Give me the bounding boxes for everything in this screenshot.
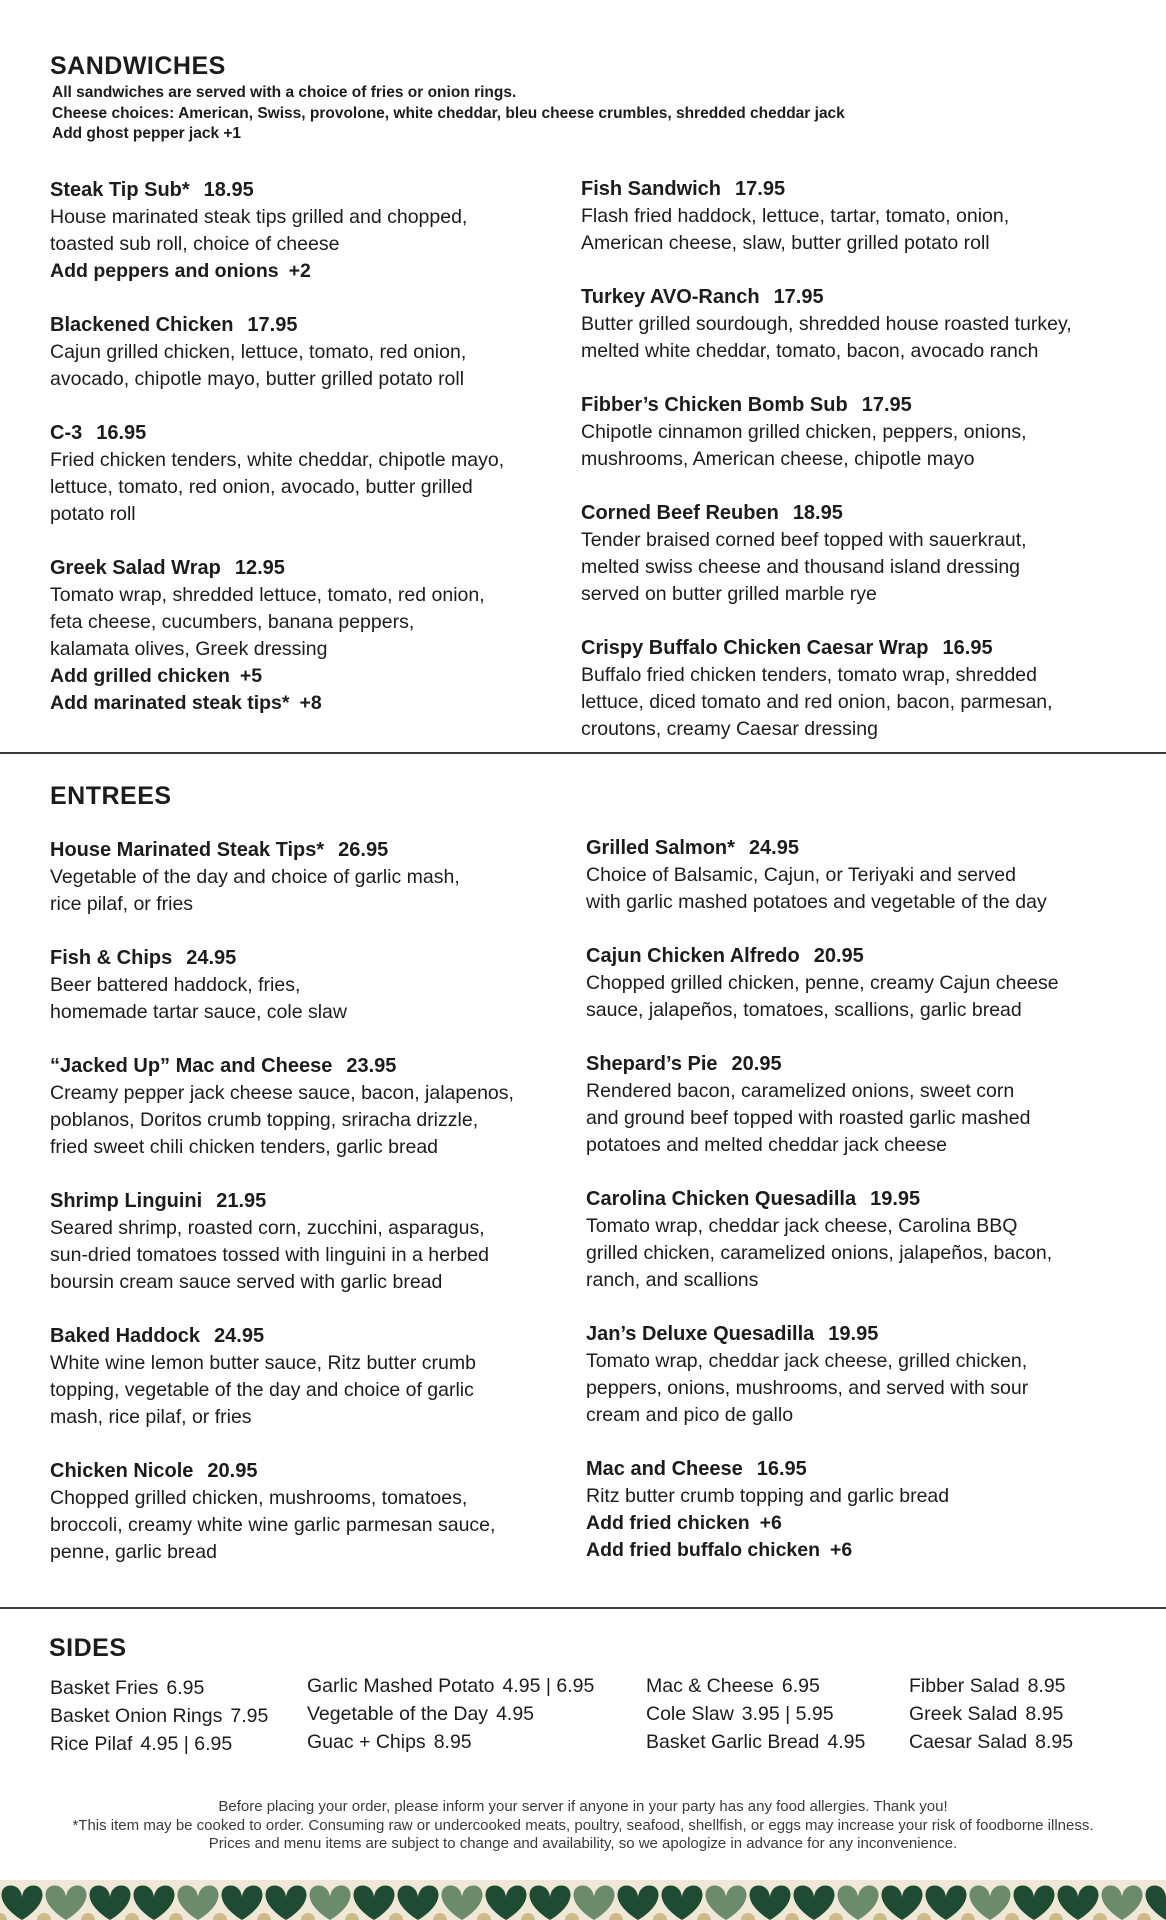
menu-item-header [586,1051,1146,1078]
menu-item-name: Fish Sandwich [581,178,722,200]
menu-item-name: Jan’s Deluxe Quesadilla [586,1323,815,1345]
menu-item-header [50,837,580,864]
section-divider [0,752,1166,754]
side-item-price: 8.95 [1035,1731,1074,1753]
menu-item [581,392,1141,473]
menu-item-price: 12.95 [234,557,285,579]
menu-item [586,1456,1146,1564]
side-item-price: 8.95 [1027,1675,1066,1697]
sides-column [646,1672,865,1756]
description-line: Vegetable of the day and choice of garlic mash, [50,866,460,888]
menu-item-description [50,204,570,258]
side-item-name: Basket Garlic Bread [646,1731,820,1753]
description-line: Cajun grilled chicken, lettuce, tomato, red onion, [50,341,467,363]
menu-item-price: 17.95 [735,178,786,200]
menu-item-price: 24.95 [748,837,799,859]
side-item-price: 6.95 [781,1675,820,1697]
description-line: kalamata olives, Greek dressing [50,638,328,660]
menu-item-header [50,1458,580,1485]
menu-item [50,420,570,528]
addon-label: Add fried chicken [586,1512,750,1534]
description-line: topping, vegetable of the day and choice of garlic [50,1379,474,1401]
side-item [909,1728,1073,1756]
menu-item [586,835,1146,916]
description-line: penne, garlic bread [50,1541,217,1563]
menu-item-price: 16.95 [942,637,993,659]
side-item [909,1700,1073,1728]
menu-item-price: 17.95 [861,394,912,416]
side-item [646,1700,865,1728]
description-line: croutons, creamy Caesar dressing [581,718,878,740]
side-item-name: Greek Salad [909,1703,1018,1725]
description-line: Butter grilled sourdough, shredded house roasted turkey, [581,313,1072,335]
side-item-price: 4.95 [496,1703,535,1725]
description-line: lettuce, diced tomato and red onion, bacon, parmesan, [581,691,1053,713]
addon-label: Add peppers and onions [50,260,279,282]
menu-item-header [586,943,1146,970]
menu-item-header [586,1456,1146,1483]
menu-item-name: Shepard’s Pie [586,1053,718,1075]
side-item-name: Rice Pilaf [50,1733,133,1755]
menu-item-price: 17.95 [247,314,298,336]
side-item-name: Cole Slaw [646,1703,734,1725]
menu-item-name: Chicken Nicole [50,1460,194,1482]
menu-item-name: Greek Salad Wrap [50,557,221,579]
description-line: poblanos, Doritos crumb topping, sriracha drizzle, [50,1109,479,1131]
description-line: Tomato wrap, cheddar jack cheese, Carolina BBQ [586,1215,1018,1237]
side-item [646,1728,865,1756]
menu-item [50,945,580,1026]
menu-item-price: 21.95 [216,1190,267,1212]
sandwiches-left-column [50,177,570,744]
menu-item [50,1323,580,1431]
menu-item-description [586,862,1146,916]
description-line: Seared shrimp, roasted corn, zucchini, asparagus, [50,1217,485,1239]
menu-item-name: Grilled Salmon* [586,837,735,859]
addon-price: +5 [239,665,263,687]
sandwiches-note: All sandwiches are served with a choice of fries or onion rings. [52,84,517,101]
menu-item-price: 20.95 [207,1460,258,1482]
menu-item-price: 19.95 [828,1323,879,1345]
menu-item-name: Mac and Cheese [586,1458,743,1480]
side-item [646,1672,865,1700]
description-line: homemade tartar sauce, cole slaw [50,1001,347,1023]
menu-item [581,284,1141,365]
menu-item-name: C-3 [50,422,83,444]
description-line: feta cheese, cucumbers, banana peppers, [50,611,415,633]
side-item [50,1674,268,1702]
menu-item-price: 18.95 [203,179,254,201]
menu-item-header [581,635,1141,662]
sandwiches-note: Cheese choices: American, Swiss, provolone, white cheddar, bleu cheese crumbles, shredded cheddar jack [52,104,845,122]
side-item-name: Basket Onion Rings [50,1705,223,1727]
side-item-price: 6.95 [166,1677,205,1699]
menu-item-header [586,1186,1146,1213]
description-line: mushrooms, American cheese, chipotle mayo [581,448,975,470]
description-line: lettuce, tomato, red onion, avocado, butter grilled [50,476,473,498]
menu-item-addon [50,258,570,285]
side-item-name: Basket Fries [50,1677,159,1699]
menu-item-header [50,945,580,972]
menu-item-price: 20.95 [813,945,864,967]
description-line: broccoli, creamy white wine garlic parmesan sauce, [50,1514,496,1536]
menu-item-description [586,1348,1146,1429]
side-item-price: 7.95 [230,1705,269,1727]
sides-column [50,1674,268,1758]
menu-item-price: 20.95 [731,1053,782,1075]
menu-item-description [581,527,1141,608]
description-line: Tender braised corned beef topped with sauerkraut, [581,529,1027,551]
disclaimer-line: Before placing your order, please inform your server if anyone in your party has any food allergies. Thank you! [218,1798,948,1815]
menu-item-description [586,1483,1146,1510]
menu-item-header [50,177,570,204]
menu-item-name: Corned Beef Reuben [581,502,779,524]
menu-item [50,837,580,918]
side-item-price: 3.95 | 5.95 [741,1703,834,1725]
description-line: Choice of Balsamic, Cajun, or Teriyaki and served [586,864,1016,886]
menu-item-name: “Jacked Up” Mac and Cheese [50,1055,333,1077]
description-line: Tomato wrap, cheddar jack cheese, grilled chicken, [586,1350,1028,1372]
description-line: and ground beef topped with roasted garlic mashed [586,1107,1031,1129]
menu-item-description [50,447,570,528]
sandwiches-right-column [581,176,1141,770]
description-line: Ritz butter crumb topping and garlic bread [586,1485,950,1507]
menu-item-name: Shrimp Linguini [50,1190,203,1212]
menu-item-description [581,662,1141,743]
menu-item-name: Carolina Chicken Quesadilla [586,1188,857,1210]
description-line: melted swiss cheese and thousand island dressing [581,556,1021,578]
menu-item-header [50,555,570,582]
menu-item [50,1458,580,1566]
menu-item [586,1186,1146,1294]
description-line: potato roll [50,503,136,525]
description-line: with garlic mashed potatoes and vegetable of the day [586,891,1047,913]
menu-item-price: 23.95 [346,1055,397,1077]
description-line: sauce, jalapeños, tomatoes, scallions, garlic bread [586,999,1022,1021]
sandwiches-notes [52,83,845,145]
menu-item-name: Fibber’s Chicken Bomb Sub [581,394,848,416]
menu-item-price: 16.95 [756,1458,807,1480]
sides-column [909,1672,1073,1756]
menu-item-description [50,1350,580,1431]
addon-price: +8 [299,692,322,714]
menu-item-description [581,203,1141,257]
menu-item-price: 24.95 [186,947,237,969]
menu-item [581,635,1141,743]
description-line: White wine lemon butter sauce, Ritz butter crumb [50,1352,476,1374]
menu-item-header [50,420,570,447]
menu-item-price: 16.95 [96,422,147,444]
entrees-left-column [50,837,580,1593]
menu-item-price: 24.95 [214,1325,265,1347]
menu-item-header [50,1323,580,1350]
addon-label: Add marinated steak tips* [50,692,290,714]
side-item-name: Garlic Mashed Potato [307,1675,495,1697]
menu-item-price: 19.95 [870,1188,921,1210]
menu-item-name: Steak Tip Sub* [50,179,190,201]
addon-label: Add grilled chicken [50,665,230,687]
description-line: House marinated steak tips grilled and chopped, [50,206,468,228]
description-line: fried sweet chili chicken tenders, garlic bread [50,1136,439,1158]
description-line: peppers, onions, mushrooms, and served with sour [586,1377,1029,1399]
description-line: served on butter grilled marble rye [581,583,877,605]
side-item [307,1700,594,1728]
menu-item-description [581,311,1141,365]
side-item [50,1702,268,1730]
menu-item [50,1053,580,1161]
menu-item [50,555,570,717]
menu-item [581,500,1141,608]
menu-item-header [581,500,1141,527]
menu-item [586,1321,1146,1429]
menu-item-description [50,1080,580,1161]
menu-item-addon [50,663,570,690]
menu-item-header [586,835,1146,862]
description-line: Beer battered haddock, fries, [50,974,301,996]
menu-item-price: 26.95 [338,839,389,861]
menu-item-name: Crispy Buffalo Chicken Caesar Wrap [581,637,929,659]
description-line: Rendered bacon, caramelized onions, sweet corn [586,1080,1015,1102]
description-line: Flash fried haddock, lettuce, tartar, tomato, onion, [581,205,1010,227]
entrees-right-column [586,835,1146,1591]
description-line: sun-dried tomatoes tossed with linguini in a herbed [50,1244,490,1266]
side-item-name: Caesar Salad [909,1731,1028,1753]
menu-item-description [581,419,1141,473]
menu-item [50,1188,580,1296]
menu-item-price: 18.95 [792,502,843,524]
menu-item-description [50,582,570,663]
side-item-name: Guac + Chips [307,1731,426,1753]
menu-item-price: 17.95 [773,286,824,308]
description-line: rice pilaf, or fries [50,893,194,915]
description-line: cream and pico de gallo [586,1404,794,1426]
addon-price: +6 [759,1512,782,1534]
description-line: Fried chicken tenders, white cheddar, chipotle mayo, [50,449,505,471]
description-line: melted white cheddar, tomato, bacon, avocado ranch [581,340,1039,362]
menu-item-description [586,970,1146,1024]
side-item [307,1728,594,1756]
side-item-name: Fibber Salad [909,1675,1020,1697]
menu-item-name: Cajun Chicken Alfredo [586,945,800,967]
menu-item-header [581,392,1141,419]
menu-item-description [50,972,580,1026]
disclaimer-line: Prices and menu items are subject to change and availability, so we apologize in advance for any inconvenience. [208,1835,958,1852]
description-line: Chopped grilled chicken, penne, creamy Cajun cheese [586,972,1059,994]
side-item-price: 4.95 | 6.95 [502,1675,595,1697]
menu-item-name: Turkey AVO-Ranch [581,286,760,308]
sides-column [307,1672,594,1756]
description-line: Tomato wrap, shredded lettuce, tomato, red onion, [50,584,485,606]
menu-item-header [50,1053,580,1080]
description-line: Chipotle cinnamon grilled chicken, peppers, onions, [581,421,1027,443]
menu-item-addon [586,1537,1146,1564]
menu-item [50,312,570,393]
addon-label: Add fried buffalo chicken [586,1539,821,1561]
sides-title: SIDES [49,1634,127,1662]
menu-item-description [586,1213,1146,1294]
menu-item-header [581,176,1141,203]
menu-item [50,177,570,285]
menu-item-header [586,1321,1146,1348]
menu-item-header [581,284,1141,311]
menu-item-description [50,339,570,393]
sandwiches-title: SANDWICHES [50,52,226,80]
menu-item-addon [586,1510,1146,1537]
description-line: mash, rice pilaf, or fries [50,1406,252,1428]
side-item-price: 4.95 [827,1731,866,1753]
menu-item-name: House Marinated Steak Tips* [50,839,325,861]
menu-item [586,1051,1146,1159]
decorative-leaf-pattern [0,1880,1166,1920]
description-line: boursin cream sauce served with garlic bread [50,1271,443,1293]
addon-price: +2 [288,260,311,282]
disclaimer [0,1798,1166,1854]
menu-item-header [50,312,570,339]
description-line: toasted sub roll, choice of cheese [50,233,340,255]
section-divider [0,1607,1166,1609]
side-item-name: Vegetable of the Day [307,1703,489,1725]
menu-item-name: Fish & Chips [50,947,173,969]
sandwiches-note: Add ghost pepper jack +1 [52,125,242,142]
side-item [307,1672,594,1700]
menu-item-description [50,1485,580,1566]
description-line: Chopped grilled chicken, mushrooms, tomatoes, [50,1487,468,1509]
side-item-name: Mac & Cheese [646,1675,774,1697]
description-line: ranch, and scallions [586,1269,759,1291]
description-line: grilled chicken, caramelized onions, jalapeños, bacon, [586,1242,1053,1264]
description-line: Buffalo fried chicken tenders, tomato wrap, shredded [581,664,1037,686]
side-item-price: 4.95 | 6.95 [140,1733,233,1755]
menu-item-description [586,1078,1146,1159]
menu-item-description [50,1215,580,1296]
description-line: potatoes and melted cheddar jack cheese [586,1134,947,1156]
description-line: American cheese, slaw, butter grilled potato roll [581,232,990,254]
side-item [50,1730,268,1758]
disclaimer-line: *This item may be cooked to order. Consuming raw or undercooked meats, poultry, seafood, shellfish, or eggs may increase your risk of foodborne illness. [72,1816,1094,1834]
side-item-price: 8.95 [1025,1703,1064,1725]
menu-item-header [50,1188,580,1215]
menu-item-name: Baked Haddock [50,1325,201,1347]
menu-item [586,943,1146,1024]
description-line: avocado, chipotle mayo, butter grilled potato roll [50,368,465,390]
entrees-title: ENTREES [50,782,172,810]
side-item [909,1672,1073,1700]
description-line: Creamy pepper jack cheese sauce, bacon, jalapenos, [50,1082,514,1104]
addon-price: +6 [830,1539,853,1561]
menu-item-description [50,864,580,918]
menu-item [581,176,1141,257]
side-item-price: 8.95 [433,1731,472,1753]
menu-item-name: Blackened Chicken [50,314,234,336]
menu-item-addon [50,690,570,717]
